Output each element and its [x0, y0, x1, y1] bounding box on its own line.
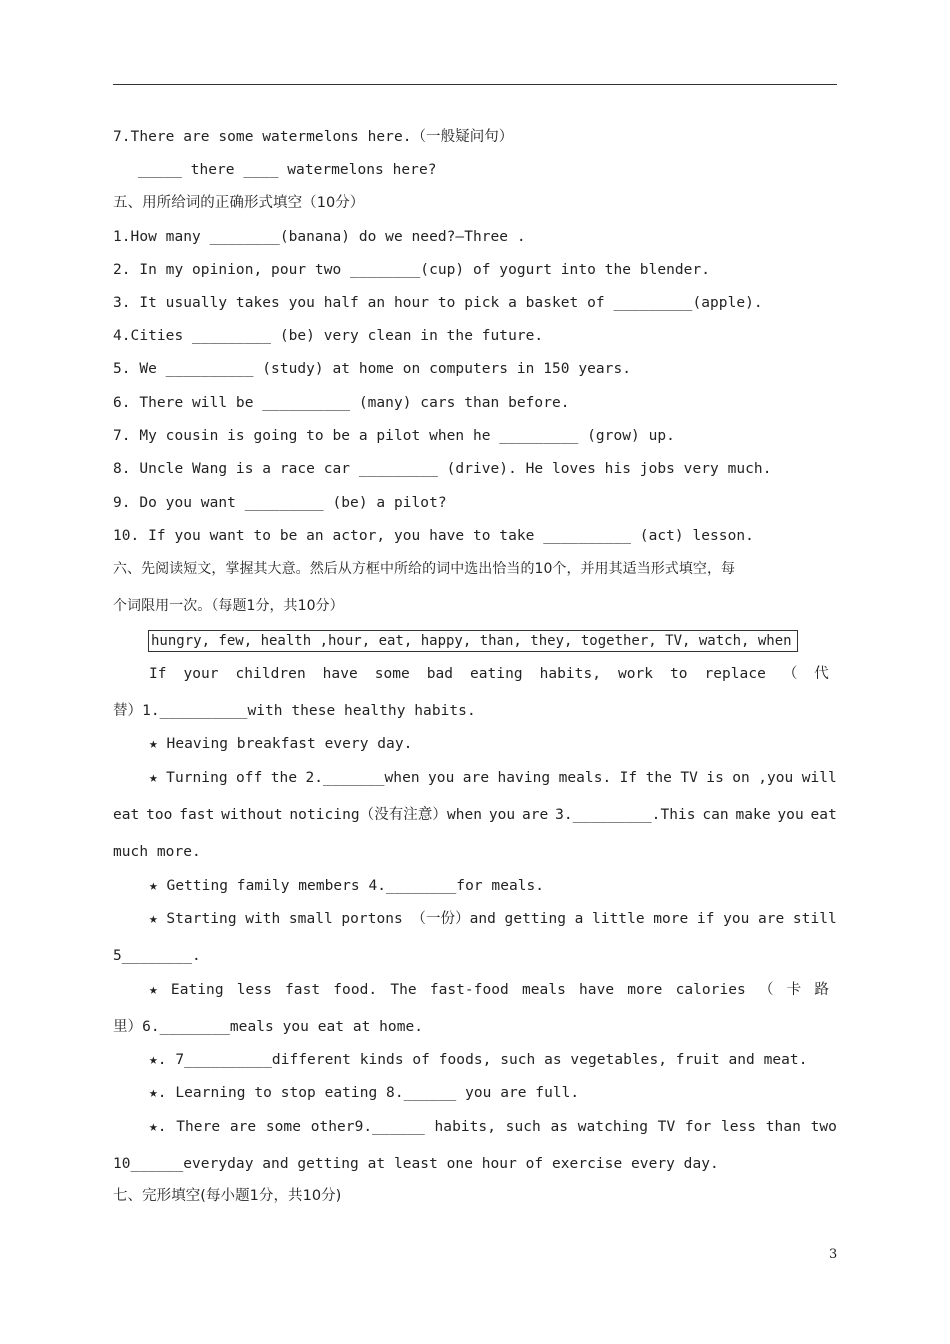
- word: you: [723, 911, 750, 927]
- word: ★.: [149, 1119, 167, 1135]
- word: are: [462, 770, 490, 786]
- word: If: [619, 770, 638, 786]
- bullet-7: ★. Learning to stop eating 8.______ you are full.: [149, 1085, 580, 1101]
- word: still: [792, 911, 837, 927]
- word: are: [521, 807, 549, 823]
- word: your: [183, 666, 219, 682]
- word-box: hungry, few, health ,hour, eat, happy, than, they, together, TV, watch, when: [148, 630, 798, 652]
- word: calories: [675, 982, 746, 998]
- word: eat: [810, 807, 837, 823]
- s5-item-6: 6. There will be __________ (many) cars than before.: [113, 395, 570, 411]
- word: to: [669, 666, 688, 682]
- word: TV: [657, 1119, 676, 1135]
- s5-item-8: 8. Uncle Wang is a race car _________ (drive). He loves his jobs very much.: [113, 461, 772, 477]
- word: TV: [680, 770, 698, 786]
- word: have: [579, 982, 615, 998]
- s5-item-7: 7. My cousin is going to be a pilot when he _________ (grow) up.: [113, 428, 675, 444]
- bullet-8-line2: 10______everyday and getting at least one hour of exercise every day.: [113, 1156, 719, 1172]
- word: is: [706, 770, 724, 786]
- word: habits,: [539, 666, 602, 682]
- word: Starting: [166, 911, 237, 927]
- word: other9.______: [310, 1119, 425, 1135]
- word: portons: [341, 911, 403, 927]
- word: than: [765, 1119, 801, 1135]
- word: more: [653, 911, 689, 927]
- word: having: [497, 770, 551, 786]
- s5-item-9: 9. Do you want _________ (be) a pilot?: [113, 495, 447, 511]
- word: make: [735, 807, 771, 823]
- page-number: 3: [829, 1247, 838, 1262]
- bullet-5-line2: 里）6.________meals you eat at home.: [113, 1019, 424, 1035]
- word: will: [801, 770, 837, 786]
- word: you: [428, 770, 455, 786]
- word: you: [488, 807, 516, 823]
- word: such: [505, 1119, 541, 1135]
- word: children: [235, 666, 306, 682]
- bullet-2-line2: [113, 805, 837, 825]
- word: （一份）and: [411, 911, 496, 927]
- word: 3._________.This: [555, 807, 696, 823]
- s5-item-10: 10. If you want to be an actor, you have to take __________ (act) lesson.: [113, 528, 754, 544]
- word: can: [702, 807, 729, 823]
- section6-heading-line1: 六、先阅读短文，掌握其大意。然后从方框中所给的词中选出恰当的10个，并用其适当形式填空，每: [113, 561, 736, 577]
- s5-item-4: 4.Cities _________ (be) very clean in the future.: [113, 328, 544, 344]
- word: 卡: [786, 982, 802, 998]
- word: little: [591, 911, 645, 927]
- word: If: [149, 666, 167, 682]
- bullet-8-line1: [149, 1117, 837, 1137]
- bullet-6: ★. 7__________different kinds of foods, such as vegetables, fruit and meat.: [149, 1052, 808, 1068]
- bullet-1: ★ Heaving breakfast every day.: [149, 736, 413, 752]
- section7-heading: 七、完形填空(每小题1分，共10分): [113, 1188, 342, 1204]
- bullet-4-line2: 5________.: [113, 948, 201, 964]
- word: some: [374, 666, 410, 682]
- word: food.: [333, 982, 378, 998]
- bullet-4-line1: [149, 909, 837, 929]
- word: （: [758, 982, 774, 998]
- word: The: [390, 982, 417, 998]
- word: fast: [179, 807, 215, 823]
- word: are: [757, 911, 785, 927]
- word: off: [236, 770, 263, 786]
- word: watching: [577, 1119, 648, 1135]
- word: getting: [504, 911, 567, 927]
- word: habits,: [434, 1119, 496, 1135]
- word: more: [627, 982, 663, 998]
- word: some: [265, 1119, 301, 1135]
- word: are: [229, 1119, 257, 1135]
- word: you: [777, 807, 804, 823]
- passage-p1-line1: [149, 664, 829, 684]
- word: with: [245, 911, 281, 927]
- bullet-3: ★ Getting family members 4.________for meals.: [149, 878, 545, 894]
- word: too: [146, 807, 173, 823]
- word: for: [684, 1119, 712, 1135]
- word: ★: [149, 982, 158, 998]
- word: work: [617, 666, 654, 682]
- word: There: [176, 1119, 221, 1135]
- word: 2._______when: [305, 770, 420, 786]
- word: meals: [521, 982, 566, 998]
- s5-item-2: 2. In my opinion, pour two ________(cup) of yogurt into the blender.: [113, 262, 711, 278]
- bullet-2-line1: [149, 768, 837, 788]
- word: Turning: [166, 770, 228, 786]
- s5-item-1: 1.How many ________(banana) do we need?—Three .: [113, 229, 526, 245]
- word: less: [720, 1119, 757, 1135]
- bullet-5-line1: [149, 980, 829, 1000]
- word: noticing（没有注意）when: [289, 807, 483, 823]
- word: have: [322, 666, 358, 682]
- word: replace: [704, 666, 766, 682]
- q7-answer-line: _____ there ____ watermelons here?: [138, 162, 437, 178]
- s5-item-3: 3. It usually takes you half an hour to pick a basket of _________(apple).: [113, 295, 763, 311]
- word: bad: [426, 666, 454, 682]
- word: fast: [285, 982, 321, 998]
- word: eating: [469, 666, 523, 682]
- word: ★: [149, 770, 158, 786]
- word: as: [550, 1119, 569, 1135]
- word: ,you: [758, 770, 794, 786]
- word: （: [782, 666, 798, 682]
- word: eat: [113, 807, 140, 823]
- word: two: [810, 1119, 837, 1135]
- bullet-2-line3: much more.: [113, 844, 201, 860]
- word: fast-food: [429, 982, 509, 998]
- passage-p1-line2: 替）1.__________with these healthy habits.: [113, 703, 476, 719]
- word: small: [288, 911, 333, 927]
- header-rule: [113, 84, 837, 85]
- word: meals.: [558, 770, 612, 786]
- word: less: [236, 982, 272, 998]
- q7-prompt: 7.There are some watermelons here.（一般疑问句）: [113, 129, 514, 145]
- word: ★: [149, 911, 158, 927]
- word: Eating: [170, 982, 224, 998]
- word: 路: [814, 982, 829, 998]
- section6-heading-line2: 个词限用一次。（每题1分，共10分）: [113, 598, 344, 614]
- word: a: [574, 911, 584, 927]
- word: 代: [814, 666, 829, 682]
- word: on: [732, 770, 750, 786]
- word: the: [270, 770, 298, 786]
- word: the: [645, 770, 672, 786]
- word: if: [696, 911, 715, 927]
- word: without: [221, 807, 283, 823]
- s5-item-5: 5. We __________ (study) at home on computers in 150 years.: [113, 361, 632, 377]
- section5-heading: 五、用所给词的正确形式填空（10分）: [113, 195, 365, 211]
